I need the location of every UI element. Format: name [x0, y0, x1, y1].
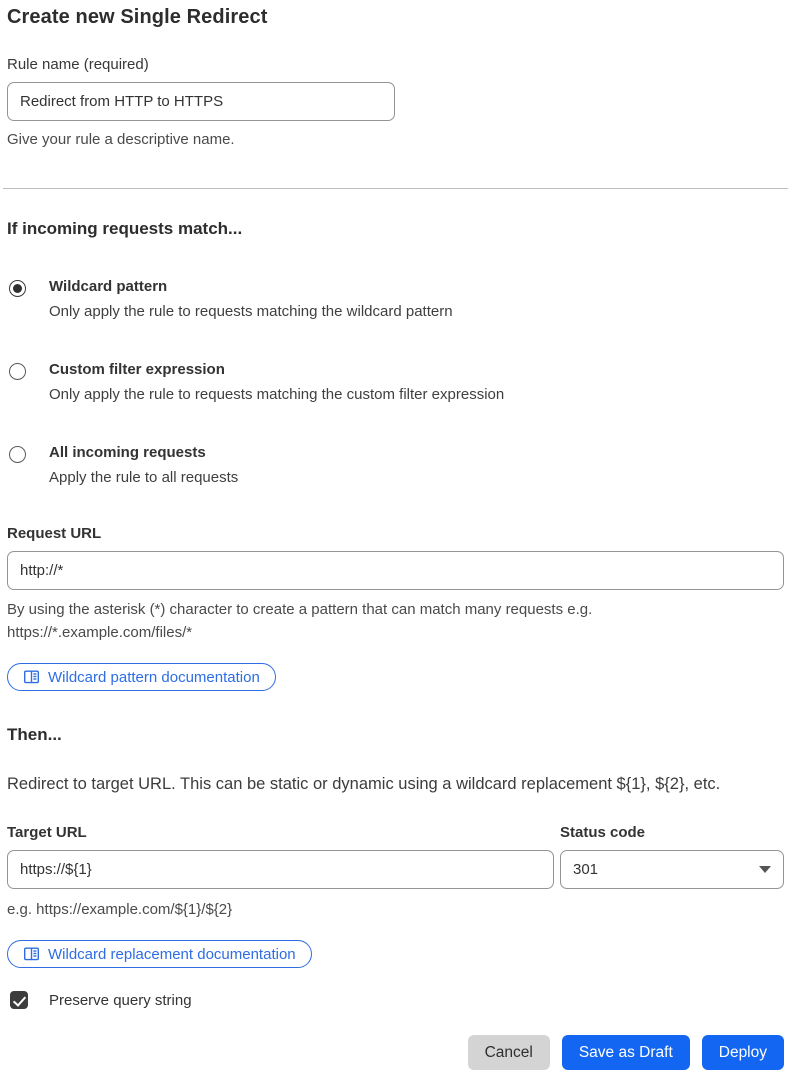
wildcard-pattern-doc-label: Wildcard pattern documentation: [48, 668, 260, 686]
rule-name-input[interactable]: [7, 82, 395, 121]
all-requests-radio[interactable]: [9, 446, 26, 463]
match-section-heading: If incoming requests match...: [7, 219, 243, 238]
request-url-help-line2: https://*.example.com/files/*: [7, 624, 193, 641]
target-url-input[interactable]: [7, 850, 554, 889]
request-url-label: Request URL: [7, 525, 102, 542]
custom-filter-radio[interactable]: [9, 363, 26, 380]
request-url-input[interactable]: [7, 551, 784, 590]
page-title: Create new Single Redirect: [7, 6, 268, 28]
status-code-select[interactable]: [560, 850, 784, 889]
all-requests-label: All incoming requests: [49, 444, 206, 461]
rule-name-label: Rule name (required): [7, 56, 149, 73]
chevron-down-icon: [759, 866, 771, 873]
preserve-query-checkbox[interactable]: [10, 991, 28, 1009]
wildcard-replacement-doc-label: Wildcard replacement documentation: [48, 945, 296, 963]
match-option-all-requests[interactable]: [7, 444, 784, 488]
target-url-label: Target URL: [7, 824, 87, 841]
book-icon: [23, 946, 40, 962]
wildcard-pattern-radio[interactable]: [9, 280, 26, 297]
status-code-value: 301: [573, 861, 599, 878]
wildcard-pattern-label: Wildcard pattern: [49, 278, 168, 295]
cancel-button[interactable]: Cancel: [468, 1035, 550, 1070]
preserve-query-row[interactable]: [7, 991, 784, 1009]
footer-actions: [7, 1035, 784, 1070]
deploy-button[interactable]: Deploy: [702, 1035, 784, 1070]
status-code-label: Status code: [560, 824, 646, 841]
wildcard-pattern-doc-button[interactable]: [7, 663, 276, 691]
then-description: Redirect to target URL. This can be static or dynamic using a wildcard replacement ${1}, ${2}, etc.: [7, 775, 721, 793]
request-url-help-line1: By using the asterisk (*) character to create a pattern that can match many requests e.g.: [7, 601, 593, 618]
wildcard-replacement-doc-button[interactable]: [7, 940, 312, 968]
section-divider: [3, 188, 788, 189]
custom-filter-description: Only apply the rule to requests matching the custom filter expression: [49, 386, 505, 403]
rule-name-help: Give your rule a descriptive name.: [7, 131, 235, 148]
preserve-query-label: Preserve query string: [49, 991, 192, 1009]
book-icon: [23, 669, 40, 685]
target-url-help: e.g. https://example.com/${1}/${2}: [7, 901, 233, 918]
match-option-wildcard-pattern[interactable]: [7, 278, 784, 322]
all-requests-description: Apply the rule to all requests: [49, 469, 239, 486]
then-section-heading: Then...: [7, 725, 62, 744]
custom-filter-label: Custom filter expression: [49, 361, 225, 378]
save-as-draft-button[interactable]: Save as Draft: [562, 1035, 690, 1070]
wildcard-pattern-description: Only apply the rule to requests matching the wildcard pattern: [49, 303, 453, 320]
match-option-custom-filter[interactable]: [7, 361, 784, 405]
